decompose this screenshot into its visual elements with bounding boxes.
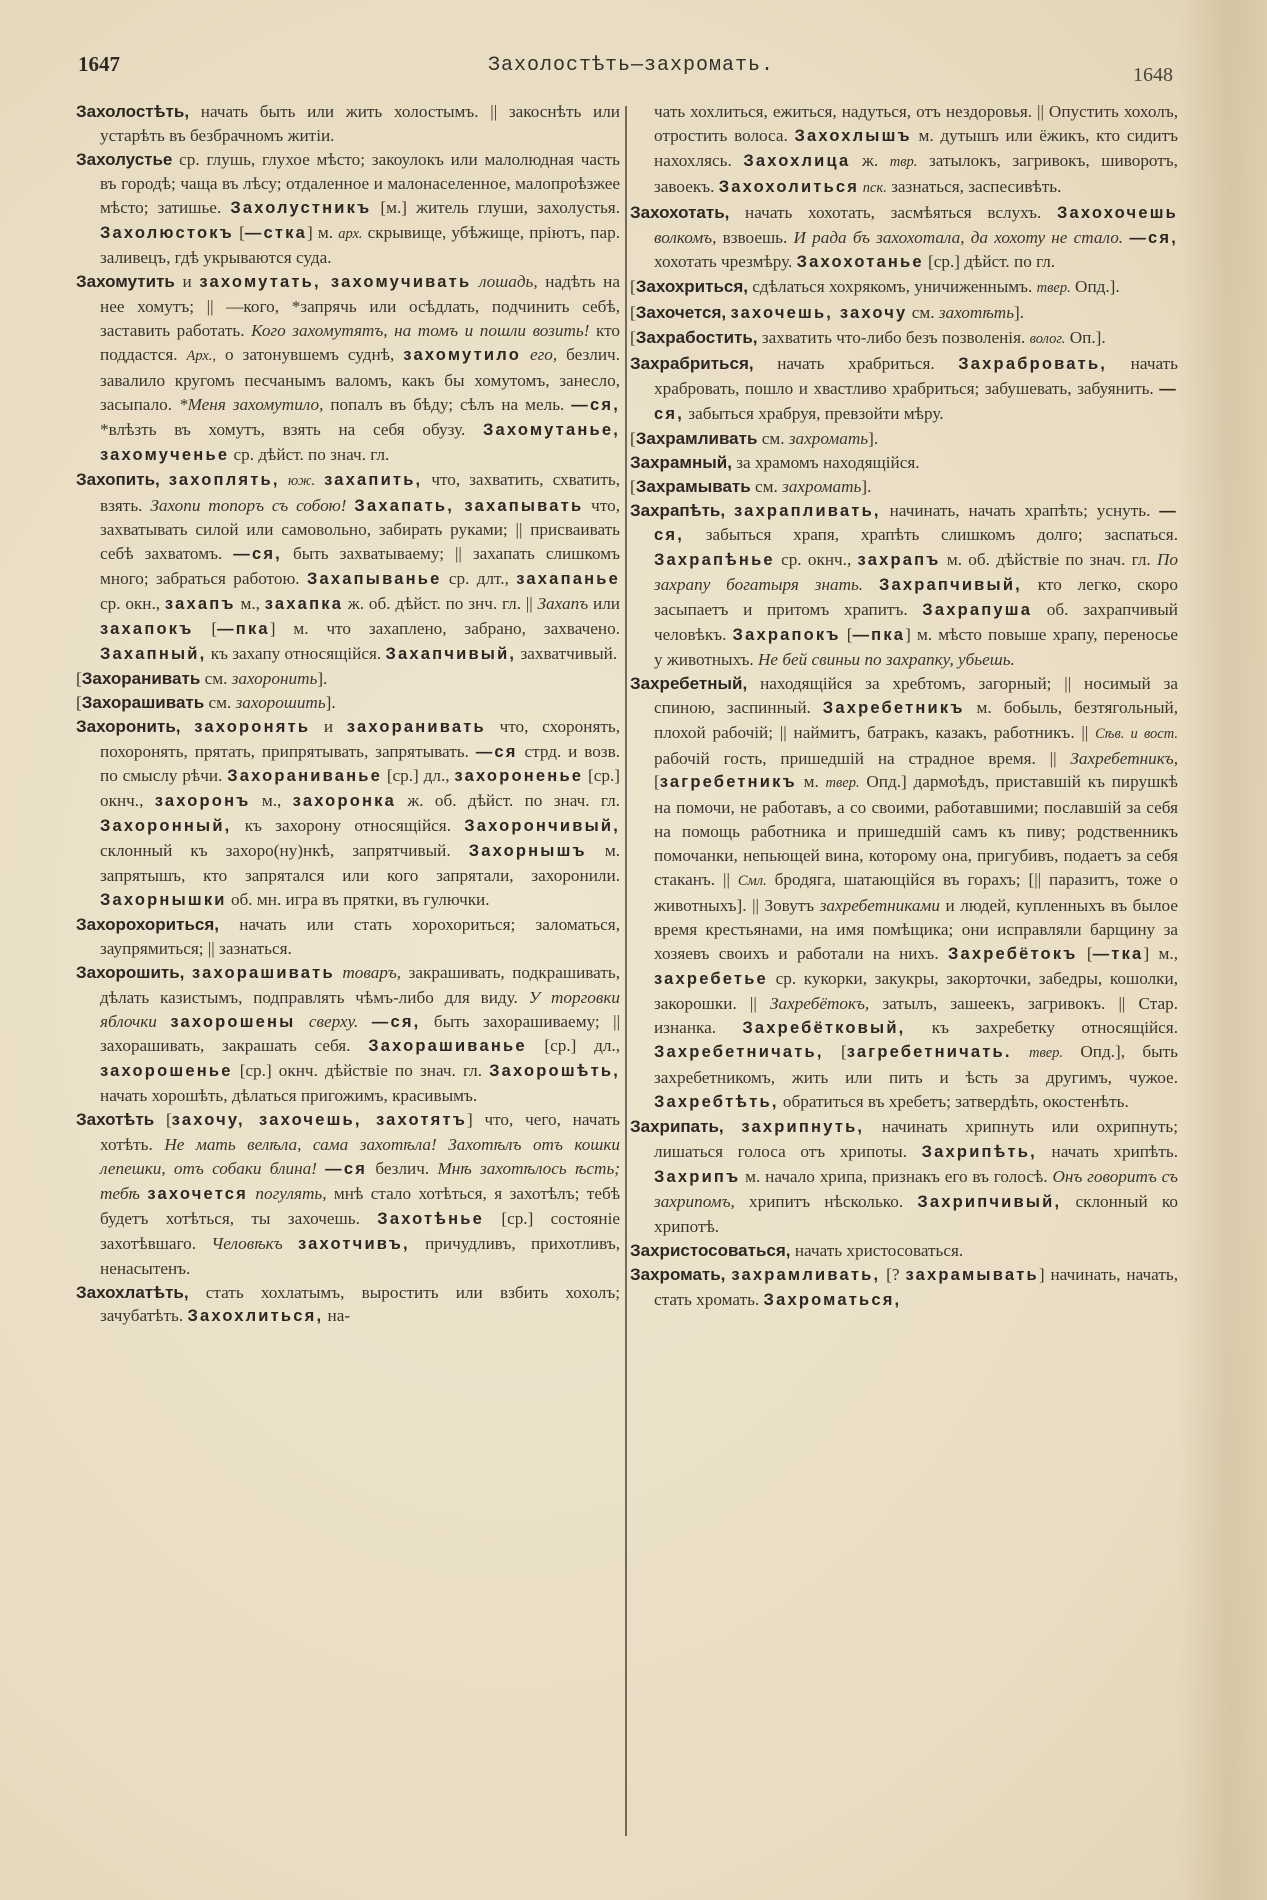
definition-text: сдѣлаться хохрякомъ, уничиженнымъ. [748, 277, 1037, 297]
derived-word: —ся, [654, 501, 1178, 545]
dictionary-entry [630, 475, 1178, 499]
definition-text: забыться храбруя, превзойти мѣру. [684, 403, 944, 423]
derived-word: Захребтѣть, [654, 1093, 779, 1112]
definition-text [184, 963, 192, 982]
derived-word: захорашивать [191, 963, 335, 982]
derived-word: захорошены [170, 1012, 296, 1031]
derived-word: —пка [217, 620, 270, 639]
derived-word: Захрапуша [922, 601, 1033, 620]
italic-note: Смл. [737, 873, 767, 890]
headword: Захохотать, [630, 202, 730, 222]
italic-note: захребетниками [819, 896, 940, 915]
definition-text: и [174, 272, 200, 292]
headword: Захорашивать [81, 692, 205, 712]
definition-text: что, захватить, схватить, взять. [100, 469, 621, 515]
definition-text: чать хохлиться, ежиться, надуться, отъ нездоровья. || Опустить хохолъ, отростить волоса. [654, 102, 1178, 145]
definition-text: см. [907, 303, 939, 323]
definition-text: и [310, 716, 347, 736]
derived-word: Захохлышъ [794, 126, 912, 145]
dictionary-entry [76, 100, 620, 148]
dictionary-entry [76, 148, 620, 271]
dictionary-entry [630, 1239, 1178, 1263]
definition-text: ж. [850, 150, 890, 170]
derived-word: —ся, [571, 395, 620, 414]
definition-text: и людей, купленныхъ въ былое время крестьянами, на имя помѣщика; они исправляли барщину за хозяевъ своихъ и работали на нихъ. [654, 896, 1178, 963]
headword: Захрабриться, [630, 354, 754, 374]
dictionary-entry [76, 913, 620, 961]
dictionary-entry [630, 275, 1178, 301]
definition-text: ]. [868, 428, 879, 448]
definition-text: безлич. завалило кругомъ песчанымъ валомъ, какъ бы хомутомъ, занесло, засыпало. [100, 345, 620, 414]
definition-text: начать хрипѣть. [1036, 1142, 1178, 1162]
derived-word: Захолустникъ [230, 198, 372, 217]
definition-text: [ср.] состояніе захотѣвшаго. [100, 1208, 620, 1253]
dictionary-entry [630, 427, 1178, 451]
left-column [76, 100, 620, 1329]
definition-text: [ [630, 428, 636, 448]
definition-text [724, 1117, 742, 1136]
derived-word: захребетье [654, 969, 768, 988]
definition-text: начать или стать хорохориться; заломаться, заупрямиться; || зазнаться. [100, 914, 620, 958]
dictionary-entry [630, 1115, 1178, 1239]
italic-note: Сѣв. и вост. [1095, 725, 1179, 742]
headword: Захрамный, [630, 452, 732, 472]
derived-word: Захребетникъ [822, 698, 965, 717]
derived-word: Захохочешь [1056, 203, 1178, 222]
definition-text: м. начало хрипа, признакъ его въ голосѣ. [740, 1166, 1053, 1186]
definition-text: хохотать чрезмѣру. [654, 252, 797, 272]
dictionary-entry [76, 961, 620, 1108]
definition-text: м. дутышъ или ёжикъ, кто сидитъ нахохлясь. [654, 125, 1178, 170]
definition-text: ] м. мѣсто повыше храпу, переносье у животныхъ. [654, 625, 1178, 669]
derived-word: —тка [1092, 944, 1144, 963]
derived-word: —пка [852, 626, 906, 645]
headword: Захохлатѣть, [76, 1282, 189, 1302]
definition-text [181, 717, 195, 736]
definition-text: находящійся за хребтомъ, загорный; || носимый за спиною, заспинный. [654, 673, 1178, 717]
dictionary-entry [630, 672, 1178, 1115]
definition-text: [ср.] дл., [526, 1036, 620, 1056]
derived-word: —ся, [1129, 228, 1179, 247]
definition-text: быть захорашиваему; || захорашивать, закрашать себя. [100, 1011, 621, 1056]
definition-text: къ захребетку относящійся. [905, 1017, 1178, 1037]
definition-text: [ [76, 668, 82, 688]
dictionary-entry [76, 468, 620, 667]
derived-word: захоронка [292, 792, 397, 811]
italic-note: захотѣть [938, 303, 1015, 323]
derived-word: Захрапокъ [732, 626, 841, 645]
definition-text: см. [750, 476, 783, 496]
definition-text: [м.] житель глуши, захолустья. [371, 197, 621, 217]
italic-note: волкомъ, [654, 227, 717, 247]
definition-text [283, 1234, 298, 1253]
derived-word: Захроматься, [763, 1290, 902, 1309]
italic-note: Кого захомутятъ, на томъ и пошли возить! [251, 321, 590, 341]
dictionary-entry [630, 301, 1178, 326]
derived-word: —стка [244, 223, 308, 242]
definition-text: рабочій гость, пришедшій на страдное время. || [654, 748, 1071, 768]
definition-text: захватить что-либо безъ позволенія. [757, 328, 1030, 348]
definition-text [725, 501, 734, 520]
derived-word: Захотѣнье [377, 1209, 484, 1228]
derived-word: Захорошѣть, [489, 1062, 620, 1081]
italic-note: Захапъ [537, 594, 589, 614]
definition-text: ]. [317, 668, 328, 688]
definition-text: или [588, 594, 620, 614]
definition-text: *влѣзть въ хомутъ, взять на себя обузу. [100, 419, 483, 439]
derived-word: захапка [264, 595, 344, 614]
dictionary-entry [76, 667, 620, 691]
definition-text: [ср.] окнч., [100, 766, 620, 811]
headword: Захопить, [76, 469, 160, 489]
italic-note: Арх., [186, 348, 217, 365]
derived-word: Захапчивый, [385, 644, 517, 663]
definition-text: причудливъ, прихотливъ, ненасытенъ. [100, 1233, 621, 1278]
derived-word: захоронять [194, 717, 311, 736]
derived-word: захочется [147, 1184, 248, 1203]
definition-text: [ [840, 625, 853, 645]
derived-word: Захапный, [100, 644, 207, 663]
definition-text: затылъ, зашеекъ, загривокъ. || Стар. изнанка. [654, 993, 1179, 1037]
derived-word: загребетничать. [846, 1043, 1012, 1062]
definition-text: м. бобыль, безтягольный, плохой рабочій; || наймитъ, батракъ, казакъ, работникъ. || [654, 697, 1178, 742]
italic-note: арх. [338, 225, 363, 242]
derived-word: Захомутанье, захомученье [100, 420, 620, 464]
dictionary-entry [76, 715, 620, 913]
derived-word: Захорончивый, [464, 817, 620, 836]
italic-note: Не бей свиньи по захрапку, убьешь. [758, 649, 1015, 669]
headword: Захребетный, [630, 673, 748, 693]
definition-text: [ [654, 772, 660, 792]
derived-word: Захолюстокъ [100, 223, 234, 242]
definition-text: [ [630, 303, 636, 323]
dictionary-entry [630, 451, 1178, 475]
definition-text: взвоешь. [716, 227, 794, 247]
definition-text: ср. дѣйст. по знач. гл. [229, 444, 390, 464]
definition-text [157, 1012, 170, 1031]
definition-text: ] начинать, начать, стать хромать. [654, 1264, 1179, 1309]
italic-note: захромать [788, 428, 869, 448]
definition-text: [ [154, 1110, 172, 1130]
headword: Захоранивать [81, 668, 201, 688]
derived-word: захочу, захочешь, захотятъ [171, 1111, 467, 1130]
dictionary-entry [76, 270, 620, 467]
definition-text: [ [233, 222, 245, 242]
definition-text: м. запрятышъ, кто запрятался или кого запрятали, захоронили. [100, 841, 620, 886]
derived-word: Захрапѣнье [654, 551, 775, 570]
definition-text: попалъ въ бѣду; сѣлъ на мель. [323, 394, 572, 414]
definition-text: склонный ко хрипотѣ. [654, 1191, 1178, 1236]
derived-word: Захорнышъ [468, 842, 587, 861]
definition-text: къ захорону относящійся. [231, 816, 465, 836]
dictionary-entry [630, 352, 1178, 427]
derived-word: —ся, [371, 1012, 421, 1031]
derived-word: Захребетничать, [654, 1043, 824, 1062]
definition-text: м. об. дѣйствіе по знач. гл. [940, 550, 1157, 570]
derived-word: захотчивъ, [298, 1234, 410, 1253]
definition-text: [ [193, 619, 218, 639]
definition-text: Оп.]. [1065, 328, 1106, 348]
definition-text: [ [1077, 943, 1093, 963]
definition-text: затылокъ, загривокъ, шиворотъ, завоекъ. [654, 150, 1178, 196]
headword: Захомутить [76, 272, 175, 292]
definition-text: ср. окнч., [774, 550, 858, 570]
headword: Захоронить, [76, 716, 181, 736]
headword: Захочется, [635, 303, 727, 323]
definition-text: стать хохлатымъ, выростить или взбить хохолъ; зачубатѣть. [100, 1282, 620, 1326]
headword: Захрипать, [630, 1117, 724, 1137]
definition-text: кто поддастся. [100, 321, 620, 365]
definition-text: [? [880, 1264, 906, 1284]
dictionary-entry [76, 691, 620, 715]
derived-word: захапокъ [100, 620, 194, 639]
derived-word: захорошенье [100, 1062, 233, 1081]
derived-word: захороненье [454, 767, 584, 786]
italic-note: захорошить [235, 692, 326, 712]
italic-note: товаръ, [334, 962, 402, 982]
definition-text: м., [250, 791, 293, 811]
italic-note: захоронить [231, 668, 318, 688]
page-number-left: 1647 [78, 52, 120, 76]
definition-text: за храмомъ находящійся. [731, 452, 920, 472]
italic-note: По захрапу богатыря знать. [654, 550, 1178, 595]
dictionary-entry [76, 1281, 620, 1330]
definition-text: кто легко, скоро засыпаетъ и притомъ храпитъ. [654, 575, 1178, 620]
definition-text: [ [823, 1042, 847, 1062]
headword: Захотѣть [76, 1110, 155, 1130]
derived-word: захрамливать, [731, 1265, 881, 1284]
derived-word: —ся [325, 1159, 368, 1178]
column-divider [625, 106, 627, 1836]
italic-note: погулять, [247, 1183, 327, 1203]
derived-word: загребетникъ [659, 773, 797, 792]
italic-note: Захребётокъ, [769, 993, 870, 1013]
derived-word: захрапъ [857, 551, 941, 570]
definition-text [863, 575, 879, 594]
definition-text: ] м. что захаплено, забрано, захвачено. [269, 619, 620, 639]
definition-text: что, захватывать силой или самовольно, забирать руками; || присваивать себѣ захватомъ. [100, 495, 620, 564]
definition-text [315, 470, 324, 489]
definition-text [317, 1159, 325, 1178]
headword: Захристосоваться, [630, 1240, 791, 1260]
definition-text: начать быть или жить холостымъ. || закоснѣть или устарѣть въ безбрачномъ житіи. [100, 102, 620, 145]
definition-text: начинать хрипнуть или охрипнуть; лишаться голоса отъ хрипоты. [654, 1117, 1179, 1162]
definition-text [160, 470, 169, 489]
running-title: Захолостѣть—захромать. [488, 54, 775, 77]
definition-text: [ [76, 692, 82, 712]
italic-note: волог. [1029, 331, 1066, 348]
definition-text: [ср.] дл., [381, 766, 455, 786]
definition-text: ]. [1014, 303, 1025, 323]
page-number-right: 1648 [1133, 64, 1173, 86]
definition-text: Опд.], быть захребетникомъ, жить или пить и ѣсть за другимъ, чужое. [654, 1042, 1178, 1088]
italic-note: Захопи топоръ съ собою! [150, 495, 347, 515]
derived-word: захрапливать, [734, 501, 881, 520]
dictionary-entry [630, 499, 1178, 672]
italic-note: *Меня захомутило, [179, 394, 324, 414]
derived-word: захоплять, [168, 470, 280, 489]
derived-word: Захорнышки [100, 891, 227, 909]
derived-word: —ся, [654, 379, 1178, 423]
page-header [0, 52, 1267, 92]
derived-word: захоронъ [154, 792, 251, 811]
derived-word: захомутило [403, 346, 522, 365]
derived-word: захомутать, захомучивать [199, 273, 472, 292]
headword: Захорошить, [76, 962, 185, 982]
italic-note: лошадь, [471, 272, 538, 292]
definition-text: забыться храпя, храпѣть слишкомъ долго; заспаться. [684, 525, 1178, 545]
definition-text: начать храбриться. [753, 354, 959, 374]
derived-word: Захребётковый, [742, 1018, 906, 1037]
definition-text: зазнаться, заспесивѣть. [886, 176, 1062, 196]
definition-text: скрывище, убѣжище, пріютъ, пар. заливецъ, гдѣ укрываются суда. [100, 222, 620, 268]
definition-text: бродяга, шатающійся въ горахъ; [|| паразитъ, тоже о животныхъ]. || Зовутъ [654, 870, 1178, 915]
definition-text: ж. об. дѣйст. по знач. гл. [396, 791, 620, 811]
definition-text: [ [630, 277, 636, 297]
headword: Захохриться, [635, 277, 748, 297]
derived-word: Захапать, захапывать [354, 496, 584, 515]
derived-word: Захоронный, [100, 817, 232, 836]
definition-text: ср. кукорки, закукры, закорточки, забедры, кошолки, закорошки. || [654, 968, 1178, 1013]
derived-word: Захохлица [743, 151, 851, 170]
derived-word: Захорашиванье [368, 1037, 527, 1056]
dictionary-entry [76, 1108, 620, 1280]
headword: Захолостѣть, [76, 102, 190, 121]
derived-word: —ся [475, 742, 518, 761]
dictionary-entry [630, 1263, 1178, 1313]
derived-word: Захрапчивый, [878, 576, 1022, 595]
right-column [630, 100, 1178, 1312]
definition-text: см. [200, 668, 232, 688]
italic-note: У торговки яблочки [100, 987, 620, 1031]
italic-note: Захребетникъ, [1070, 748, 1178, 768]
headword: Захрамливать [635, 428, 758, 448]
definition-text: что, схоронять, похоронять, прятать, припрятывать, запрятывать. [100, 716, 620, 761]
definition-text: см. [204, 692, 236, 712]
italic-note: твер. [1028, 1045, 1064, 1062]
definition-text: надѣть на нее хомутъ; || —кого, *запрячь или осѣдлать, подчинить себѣ, заставить работать. [100, 272, 620, 341]
derived-word: захапить, [324, 470, 423, 489]
italic-note: твер. [825, 775, 860, 792]
derived-word: Захапыванье [306, 570, 442, 589]
derived-word: захапъ [164, 595, 236, 614]
definition-text: обратиться въ хребетъ; затвердѣть, окостенѣть. [778, 1092, 1129, 1112]
definition-text: къ захапу относящійся. [206, 643, 386, 663]
definition-text: ] м., [1143, 943, 1178, 963]
italic-note: Человѣкъ [211, 1233, 283, 1253]
definition-text: ср. длт., [441, 569, 517, 589]
definition-text: быть захватываему; || захапать слишкомъ много; забраться работою. [100, 544, 620, 589]
definition-text: ] что, чего, начать хотѣть. [100, 1110, 620, 1155]
italic-note: сверху. [295, 1011, 359, 1031]
headword: Захрабостить, [635, 328, 758, 348]
headword: Захрапѣть, [630, 500, 726, 520]
definition-text: м., [235, 594, 265, 614]
derived-word: Захохлиться, [187, 1307, 324, 1326]
italic-note: пск. [859, 179, 887, 196]
headword: Захолустье [76, 149, 173, 169]
headword: Захорохориться, [76, 914, 219, 934]
definition-text: хрипитъ нѣсколько. [734, 1191, 918, 1211]
definition-text: Опд.] дармоѣдъ, приставшій къ пирушкѣ на помочи, не работавъ, а со своими, работавшими; пославшій за себя на помощь работника и пришедшій самъ къ пиву; родственникъ помочанки, непьющей вина, которому она, пригубивъ, подаетъ за себя стаканъ. || [654, 772, 1178, 890]
derived-word: захоранивать [346, 717, 486, 736]
italic-note: Онъ говоритъ съ захрипомъ, [654, 1166, 1178, 1211]
definition-text: [ср.] окнч. дѣйствіе по знач. гл. [232, 1061, 490, 1081]
definition-text: начать хорошѣть, дѣлаться пригожимъ, красивымъ. [100, 1086, 478, 1106]
definition-text: на- [323, 1306, 351, 1326]
italic-note: Мнѣ захотѣлось ѣсть; тебѣ [100, 1158, 620, 1203]
definition-text: ]. [861, 476, 872, 496]
italic-note: И рада бъ захохотала, да хохоту не стало. [793, 227, 1124, 247]
definition-text: м. [796, 772, 826, 792]
definition-text: ж. об. дѣйст. по знч. гл. || [343, 594, 538, 614]
headword: Захромать, [630, 1264, 726, 1284]
italic-note: его, [521, 345, 558, 365]
definition-text: начать христосоваться. [790, 1240, 964, 1260]
definition-text: Опд.]. [1070, 277, 1120, 297]
derived-word: захрамывать [905, 1265, 1039, 1284]
definition-text: о затонувшемъ суднѣ, [216, 345, 404, 365]
italic-note: твр. [889, 153, 918, 170]
derived-word: Захребётокъ [947, 944, 1078, 963]
italic-note: Не мать велѣла, сама захотѣла! Захотѣлъ отъ кошки лепешки, отъ собаки блина! [100, 1135, 620, 1178]
derived-word: Захрабровать, [958, 355, 1108, 374]
definition-text: об. захрапчивый человѣкъ. [654, 600, 1178, 645]
dictionary-entry [630, 100, 1178, 201]
derived-word: —ся, [233, 545, 282, 564]
dictionary-entry [630, 326, 1178, 352]
definition-text: об. мн. игра въ прятки, въ гулючки. [226, 890, 490, 909]
derived-word: Захораниванье [227, 767, 382, 786]
definition-text: склонный къ захоро(ну)нкѣ, запрятчивый. [100, 841, 469, 861]
derived-word: Захрипѣть, [921, 1143, 1037, 1162]
definition-text: ]. [325, 692, 336, 712]
derived-word: Захрипъ [654, 1167, 741, 1186]
definition-text: ср. глушь, глухое мѣсто; закоулокъ или малолюдная часть въ городѣ; чаща въ лѣсу; отдаленное и малонаселенное, малопроѣзжее мѣсто; затишье. [100, 149, 620, 217]
definition-text: ] м. [307, 222, 339, 242]
definition-text: ср. окн., [100, 594, 165, 614]
derived-word: Захохотанье [796, 253, 924, 272]
definition-text: мнѣ стало хотѣться, я захотѣлъ; тебѣ будетъ хотѣться, ты захочешь. [100, 1183, 621, 1228]
italic-note: твер. [1036, 280, 1071, 297]
derived-word: захрипнуть, [741, 1118, 865, 1137]
definition-text [1012, 1042, 1029, 1061]
definition-text: начать хохотать, засмѣяться вслухъ. [729, 202, 1057, 222]
definition-text: [ [630, 328, 636, 348]
definition-text: стрд. и возв. по смыслу рѣчи. [100, 741, 620, 786]
definition-text: начинать, начать храпѣть; уснуть. [880, 500, 1160, 520]
definition-text: см. [757, 428, 789, 448]
definition-text: захватчивый. [516, 643, 618, 663]
derived-word: захапанье [516, 570, 620, 589]
definition-text: закрашивать, подкрашивать, дѣлать казистымъ, подправлять чѣмъ-либо для виду. [100, 962, 620, 1007]
derived-word: захочешь, захочу [730, 304, 908, 323]
definition-text: начать храбровать, пошло и хвастливо храбриться; забушевать, забуянить. [654, 354, 1178, 398]
dictionary-entry [630, 201, 1178, 276]
definition-text: [ср.] дѣйст. по гл. [923, 252, 1056, 272]
headword: Захрамывать [635, 476, 751, 496]
italic-note: юж. [279, 472, 316, 489]
definition-text: безлич. [367, 1158, 438, 1178]
derived-word: Захохолиться [718, 177, 860, 196]
derived-word: Захрипчивый, [917, 1192, 1062, 1211]
definition-text [358, 1012, 371, 1031]
italic-note: захромать [782, 476, 862, 496]
definition-text: [ [630, 476, 636, 496]
